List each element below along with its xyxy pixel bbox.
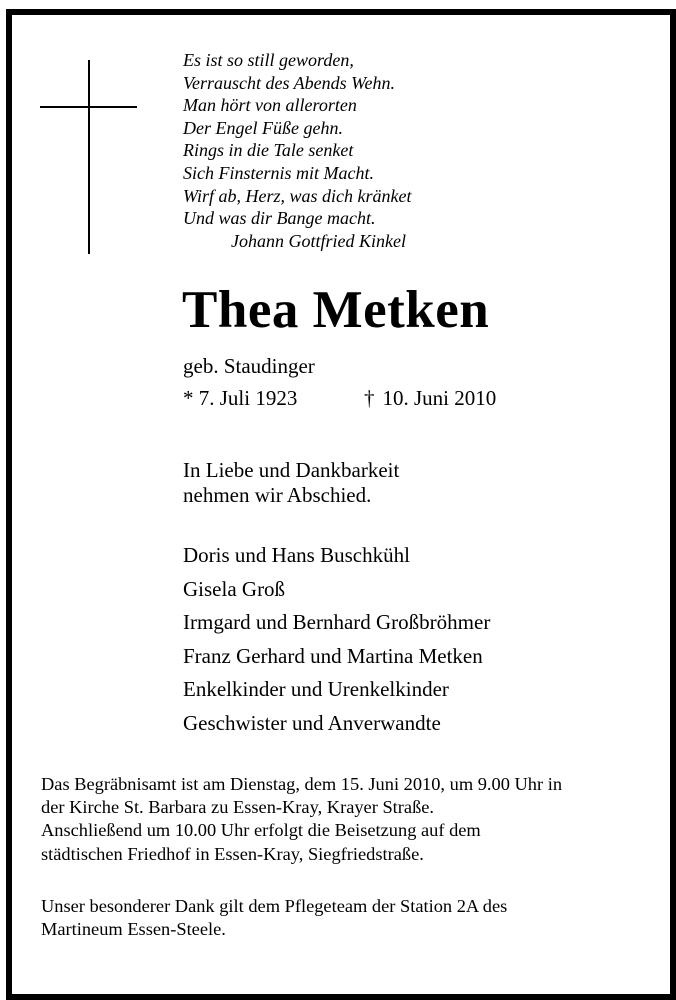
poem-line: Sich Finsternis mit Macht. [183,162,374,183]
poem-line: Verrauscht des Abends Wehn. [183,72,395,93]
mourner-item: Franz Gerhard und Martina Metken [183,643,483,668]
poem-line: Rings in die Tale senket [183,140,354,161]
funeral-line: städtischen Friedhof in Essen-Kray, Siegfriedstraße. [41,843,424,864]
poem-line: Und was dir Bange macht. [183,208,376,229]
funeral-info [41,773,562,866]
poem-line: Man hört von allerorten [183,95,357,116]
mourner-item: Enkelkinder und Urenkelkinder [183,677,449,702]
birth-date: * 7. Juli 1923 [183,386,298,410]
gratitude-note [41,895,507,941]
death-date-row [364,385,496,411]
mourners-list [183,539,490,741]
gratitude-line: Martineum Essen-Steele. [41,919,226,940]
funeral-line: der Kirche St. Barbara zu Essen-Kray, Krayer Straße. [41,797,435,818]
mourner-item: Geschwister und Anverwandte [183,710,441,735]
funeral-line: Das Begräbnisamt ist am Dienstag, dem 15. Juni 2010, um 9.00 Uhr in [41,774,563,794]
poem [183,49,411,252]
mourner-item: Gisela Groß [183,576,286,601]
poem-line: Wirf ab, Herz, was dich kränket [183,185,412,206]
farewell-line: In Liebe und Dankbarkeit [183,458,400,482]
gratitude-line: Unser besonderer Dank gilt dem Pflegeteam der Station 2A des [41,896,508,916]
mourner-item: Irmgard und Bernhard Großbröhmer [183,610,491,635]
poem-author: Johann Gottfried Kinkel [231,230,406,251]
poem-line: Es ist so still geworden, [183,50,354,70]
farewell-text [183,458,399,507]
cross-icon-bar [40,106,137,108]
dagger-icon: † [364,386,375,410]
farewell-line: nehmen wir Abschied. [183,482,372,507]
birth-name: geb. Staudinger [183,354,315,378]
deceased-name: Thea Metken [182,281,490,339]
poem-line: Der Engel Füße gehn. [183,117,343,138]
death-date: 10. Juni 2010 [382,386,497,410]
funeral-line: Anschließend um 10.00 Uhr erfolgt die Beisetzung auf dem [41,820,481,841]
mourner-item: Doris und Hans Buschkühl [183,543,410,567]
cross-icon [88,60,90,254]
